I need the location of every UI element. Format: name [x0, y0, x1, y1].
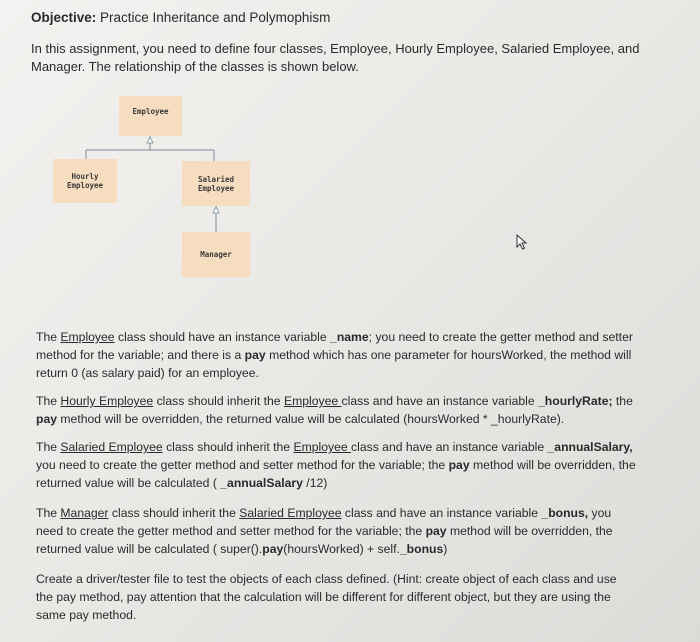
inheritance-arrow-salaried — [213, 207, 219, 213]
text-run: The — [36, 394, 61, 408]
text-run: class and have an instance variable — [341, 506, 542, 520]
salaried-employee-class-ref: Salaried Employee — [239, 506, 342, 520]
employee-class-box — [119, 96, 182, 136]
bonus-ref: _bonus — [399, 542, 444, 556]
manager-description — [36, 504, 636, 558]
text-run: class and have an instance variable — [351, 440, 548, 454]
text-run: method will be overridden, the returned value will be calculated ( super(). — [36, 524, 613, 556]
salaried-employee-description — [36, 438, 636, 492]
text-run: you need to create the getter method and setter method for the variable; the — [36, 458, 449, 472]
hourly-class-label-line2: Employee — [66, 181, 104, 190]
text-run: you need to create the getter method and setter method for the variable; the — [36, 506, 612, 538]
pay-method-ref: pay — [36, 412, 58, 426]
hourly-employee-class-ref: Hourly Employee — [60, 394, 154, 408]
text-run: ) — [443, 542, 448, 556]
manager-class-box — [182, 232, 250, 277]
objective-heading — [31, 10, 330, 25]
employee-class-ref: Employee — [293, 440, 352, 454]
hourly-employee-class-box — [53, 159, 117, 203]
salaried-employee-class-box — [182, 161, 250, 206]
annual-salary-variable: _annualSalary, — [547, 440, 633, 454]
text-run: The — [36, 440, 61, 454]
driver-instructions: Create a driver/tester file to test the objects of each class defined. (Hint: create object of each class and use the pay method, pay attention that the calculation will be different for different object, but they are using the same pay method. — [36, 572, 617, 622]
text-run: class and have an instance variable — [341, 394, 539, 408]
inheritance-arrow-employee — [147, 137, 153, 143]
text-run: The — [36, 330, 61, 344]
mouse-pointer-icon — [516, 234, 530, 250]
name-variable: _name — [330, 330, 369, 344]
salaried-class-label-line1: Salaried — [197, 174, 235, 184]
pay-call: pay — [262, 542, 284, 556]
salaried-class-label-line2: Employee — [197, 183, 235, 193]
objective-label: Objective: — [31, 10, 97, 25]
text-run: class should inherit the — [153, 394, 284, 408]
manager-class-label: Manager — [200, 250, 232, 259]
annual-salary-ref: _annualSalary — [220, 476, 303, 490]
hourly-rate-variable: _hourlyRate; — [538, 394, 613, 408]
text-run: the — [612, 394, 633, 408]
hourly-employee-description — [36, 392, 636, 428]
text-run: The — [36, 506, 61, 520]
salaried-employee-class-ref: Salaried Employee — [60, 440, 163, 454]
text-run: class should have an instance variable — [114, 330, 331, 344]
text-run: class should inherit the — [108, 506, 240, 520]
intro-paragraph: In this assignment, you need to define four classes, Employee, Hourly Employee, Salaried Employee, and Manager. The relationship of the classes is shown below. — [31, 41, 640, 74]
employee-class-ref: Employee — [60, 330, 115, 344]
pay-method-ref: pay — [425, 524, 447, 538]
text-run: ; you need to create the getter method and setter method for the variable; and there is a — [36, 330, 633, 362]
pay-method-ref: pay — [244, 348, 266, 362]
employee-description — [36, 328, 636, 382]
pay-method-ref: pay — [448, 458, 470, 472]
hourly-class-label-line1: Hourly — [71, 172, 99, 181]
text-run: method will be overridden, the returned value will be calculated (hoursWorked * _hourlyRate). — [57, 412, 565, 426]
text-run: method which has one parameter for hoursWorked, the method will return 0 (as salary paid) for an employee. — [36, 348, 632, 380]
text-run: method will be overridden, the returned value will be calculated ( — [36, 458, 636, 490]
employee-class-ref: Employee — [283, 394, 342, 408]
employee-class-label: Employee — [132, 107, 169, 116]
text-run: (hoursWorked) + self. — [283, 542, 400, 556]
manager-class-ref: Manager — [60, 506, 109, 520]
text-run: class should inherit the — [162, 440, 294, 454]
bonus-variable: _bonus, — [541, 506, 589, 520]
objective-text: Practice Inheritance and Polymophism — [96, 10, 331, 25]
text-run: /12) — [302, 476, 328, 490]
